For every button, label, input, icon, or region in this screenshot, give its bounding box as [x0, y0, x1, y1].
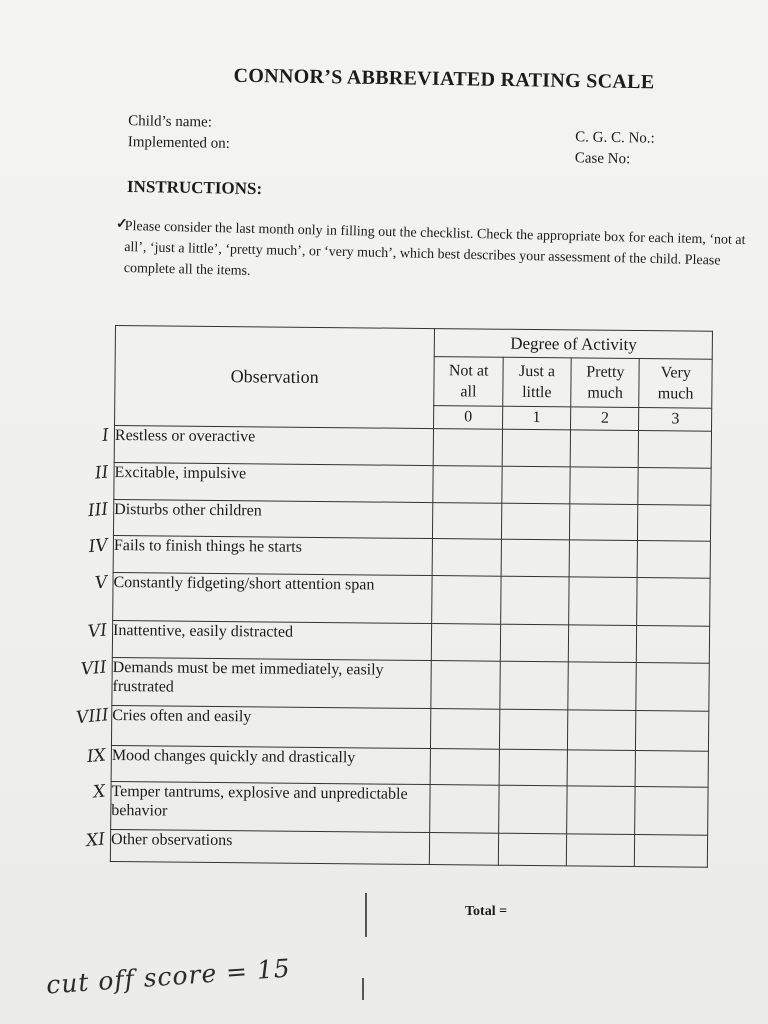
checkbox-cell-not-at-all[interactable] — [434, 429, 503, 467]
checkbox-cell-not-at-all[interactable] — [430, 785, 499, 834]
score-value: 3 — [639, 408, 712, 432]
checkbox-cell-just-a-little[interactable] — [498, 833, 567, 866]
observation-text: Fails to finish things he starts — [113, 536, 302, 556]
observation-cell — [94, 462, 434, 502]
checkbox-cell-just-a-little[interactable] — [502, 466, 571, 504]
checkbox-cell-very-much[interactable] — [635, 787, 708, 836]
checkbox-cell-not-at-all[interactable] — [431, 661, 500, 710]
table-row — [112, 620, 709, 663]
document-title: CONNOR’S ABBREVIATED RATING SCALE — [233, 64, 655, 94]
score-value: 0 — [434, 406, 503, 430]
checkbox-cell-pretty-much[interactable] — [570, 467, 639, 505]
table-row — [113, 572, 710, 626]
checkbox-cell-just-a-little[interactable] — [501, 539, 570, 577]
table-row — [114, 462, 711, 505]
rating-table-container — [75, 325, 715, 868]
table-row — [110, 829, 707, 867]
checkbox-cell-very-much[interactable] — [637, 626, 710, 664]
row-numeral: III — [87, 499, 110, 522]
checkbox-cell-not-at-all[interactable] — [431, 749, 500, 786]
observation-cell — [85, 829, 430, 864]
rating-table — [75, 325, 713, 868]
row-numeral: IV — [87, 535, 109, 558]
observation-text: Demands must be met immediately, easily frustrated — [112, 658, 384, 696]
checkbox-cell-pretty-much[interactable] — [570, 430, 639, 468]
pen-mark-icon: ✓ — [116, 217, 128, 232]
observation-text: Mood changes quickly and drastically — [111, 746, 356, 767]
column-header-pretty-much — [571, 358, 640, 408]
table-header-row — [115, 326, 712, 360]
table-row — [111, 781, 708, 835]
observation-text: Excitable, impulsive — [114, 464, 247, 483]
checkbox-cell-pretty-much[interactable] — [570, 504, 639, 541]
checkbox-cell-just-a-little[interactable] — [500, 624, 569, 662]
observation-cell — [75, 705, 431, 748]
checkbox-cell-just-a-little[interactable] — [499, 749, 568, 786]
checkbox-cell-just-a-little[interactable] — [500, 576, 569, 625]
checkbox-cell-pretty-much[interactable] — [569, 577, 638, 626]
table-row — [112, 657, 709, 711]
row-numeral: XI — [85, 829, 106, 852]
table-row — [113, 535, 710, 578]
checkbox-cell-very-much[interactable] — [639, 431, 712, 469]
checkbox-cell-just-a-little[interactable] — [502, 429, 571, 467]
case-info-fields — [575, 127, 655, 170]
total-label: Total = — [465, 904, 508, 919]
checkbox-cell-not-at-all[interactable] — [433, 539, 502, 577]
observation-cell — [80, 657, 432, 708]
observation-cell — [87, 620, 432, 660]
implemented-on-label: Implemented on: — [127, 134, 231, 152]
observation-header: Observation — [115, 326, 435, 429]
column-label: Just a — [518, 362, 556, 381]
scan-mark — [365, 893, 367, 937]
checkbox-cell-just-a-little[interactable] — [501, 503, 570, 540]
checkbox-cell-very-much[interactable] — [635, 835, 708, 868]
checkbox-cell-pretty-much[interactable] — [566, 834, 635, 867]
handwritten-note: cut off score = 15 — [45, 953, 292, 1000]
checkbox-cell-not-at-all[interactable] — [432, 624, 501, 662]
column-label: all — [460, 383, 477, 401]
score-value: 2 — [571, 407, 640, 431]
observation-cell — [87, 499, 433, 538]
row-numeral: VII — [80, 657, 108, 680]
checkbox-cell-very-much[interactable] — [636, 751, 709, 788]
degree-of-activity-header: Degree of Activity — [435, 329, 713, 360]
checkbox-cell-pretty-much[interactable] — [567, 750, 636, 787]
row-numeral: I — [101, 425, 110, 446]
observation-text: Disturbs other children — [114, 501, 262, 520]
observation-cell — [94, 572, 433, 623]
observation-text: Other observations — [110, 830, 233, 850]
column-label: much — [657, 385, 694, 403]
observation-cell — [87, 535, 433, 575]
scan-mark — [362, 978, 364, 1000]
column-label: Pretty — [586, 363, 625, 381]
checkbox-cell-very-much[interactable] — [638, 541, 711, 579]
column-header-just-a-little — [503, 357, 572, 407]
observation-text: Restless or overactive — [114, 427, 256, 446]
child-name-label: Child’s name: — [128, 113, 213, 131]
row-numeral: V — [94, 572, 109, 594]
table-row — [114, 426, 711, 469]
column-header-not-at-all — [434, 357, 503, 407]
table-row — [111, 705, 708, 751]
table-row — [113, 499, 710, 541]
checkbox-cell-pretty-much[interactable] — [568, 625, 637, 663]
checkbox-cell-not-at-all[interactable] — [433, 503, 502, 540]
case-no-label: Case No: — [574, 150, 631, 168]
row-numeral: VIII — [75, 705, 110, 729]
instructions-heading: INSTRUCTIONS: — [126, 176, 263, 199]
observation-text: Inattentive, easily distracted — [112, 621, 294, 641]
child-info-fields — [128, 111, 231, 155]
column-label: much — [587, 384, 624, 402]
observation-text: Cries often and easily — [112, 706, 252, 726]
checkbox-cell-very-much[interactable] — [636, 711, 709, 752]
checkbox-cell-not-at-all[interactable] — [432, 576, 501, 625]
table-row — [111, 745, 708, 787]
observation-cell — [92, 781, 431, 832]
checkbox-cell-very-much[interactable] — [636, 663, 709, 712]
checkbox-cell-pretty-much[interactable] — [568, 710, 637, 751]
checkbox-cell-not-at-all[interactable] — [431, 709, 500, 750]
column-label: Very — [660, 364, 691, 382]
checkbox-cell-just-a-little[interactable] — [498, 785, 567, 834]
checkbox-cell-not-at-all[interactable] — [430, 833, 499, 866]
column-label: Not at — [448, 362, 489, 380]
observation-cell — [86, 745, 431, 784]
checkbox-cell-just-a-little[interactable] — [500, 661, 569, 710]
checkbox-cell-pretty-much[interactable] — [567, 786, 636, 835]
checkbox-cell-just-a-little[interactable] — [499, 709, 568, 750]
checkbox-cell-very-much[interactable] — [637, 578, 710, 627]
checkbox-cell-pretty-much[interactable] — [569, 540, 638, 578]
row-numeral: II — [94, 462, 110, 484]
observation-cell — [101, 425, 434, 466]
column-header-very-much — [639, 359, 712, 409]
row-numeral: IX — [86, 745, 107, 768]
checkbox-cell-pretty-much[interactable] — [568, 662, 637, 711]
row-numeral: VI — [87, 620, 108, 643]
observation-text: Constantly fidgeting/short attention span — [113, 573, 375, 594]
checkbox-cell-not-at-all[interactable] — [433, 466, 502, 504]
cgc-no-label: C. G. C. No.: — [575, 129, 655, 147]
instructions-text: Please consider the last month only in filling out the checklist. Check the appropriate box for each item, ‘not at all’, ‘just a little’, ‘pretty much’, or ‘very much’, which best describes your assessment of the child. Please complete all the items. — [123, 218, 746, 279]
row-numeral: X — [92, 781, 107, 803]
observation-text: Temper tantrums, explosive and unpredictable behavior — [111, 782, 408, 820]
checkbox-cell-very-much[interactable] — [638, 505, 711, 542]
score-value: 1 — [502, 406, 571, 430]
checkbox-cell-very-much[interactable] — [638, 468, 711, 506]
column-label: little — [522, 383, 552, 402]
